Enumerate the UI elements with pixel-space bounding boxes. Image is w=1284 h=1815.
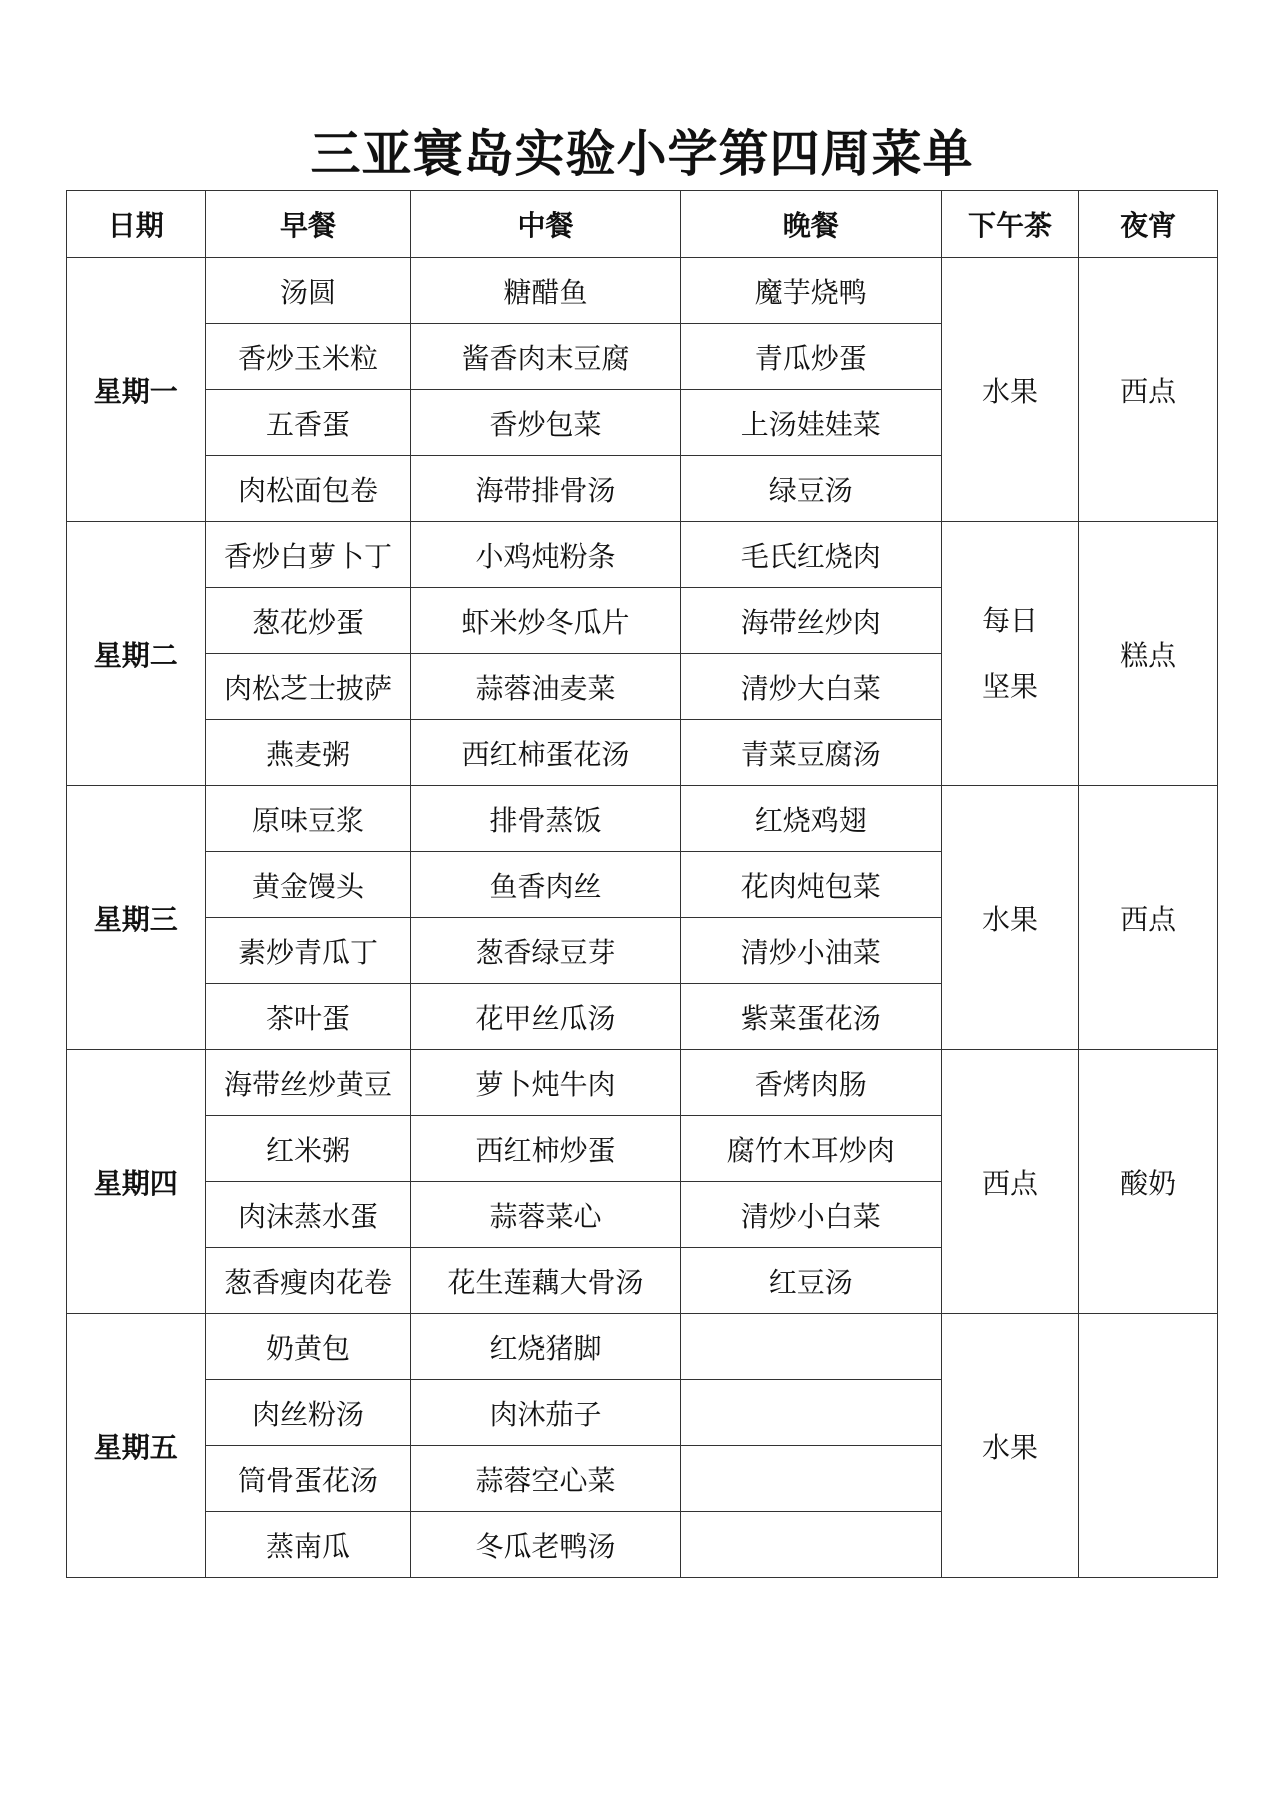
lunch-cell: 蒜蓉菜心 <box>411 1182 680 1248</box>
header-dinner: 晚餐 <box>680 191 941 258</box>
late-snack-cell: 西点 <box>1079 786 1218 1050</box>
breakfast-cell: 筒骨蛋花汤 <box>205 1446 411 1512</box>
lunch-cell: 冬瓜老鸭汤 <box>411 1512 680 1578</box>
dinner-cell: 清炒小油菜 <box>680 918 941 984</box>
table-row <box>67 1050 1218 1116</box>
day-cell: 星期三 <box>67 786 206 1050</box>
breakfast-cell: 原味豆浆 <box>205 786 411 852</box>
day-cell: 星期二 <box>67 522 206 786</box>
lunch-cell: 鱼香肉丝 <box>411 852 680 918</box>
dinner-cell: 青瓜炒蛋 <box>680 324 941 390</box>
lunch-cell: 蒜蓉油麦菜 <box>411 654 680 720</box>
afternoon-tea-cell: 西点 <box>941 1050 1079 1314</box>
breakfast-cell: 五香蛋 <box>205 390 411 456</box>
lunch-cell: 小鸡炖粉条 <box>411 522 680 588</box>
breakfast-cell: 香炒白萝卜丁 <box>205 522 411 588</box>
lunch-cell: 花生莲藕大骨汤 <box>411 1248 680 1314</box>
dinner-cell: 青菜豆腐汤 <box>680 720 941 786</box>
breakfast-cell: 汤圆 <box>205 258 411 324</box>
breakfast-cell: 肉松面包卷 <box>205 456 411 522</box>
lunch-cell: 葱香绿豆芽 <box>411 918 680 984</box>
dinner-cell: 绿豆汤 <box>680 456 941 522</box>
breakfast-cell: 葱花炒蛋 <box>205 588 411 654</box>
day-cell: 星期四 <box>67 1050 206 1314</box>
breakfast-cell: 蒸南瓜 <box>205 1512 411 1578</box>
lunch-cell: 西红柿炒蛋 <box>411 1116 680 1182</box>
dinner-cell: 海带丝炒肉 <box>680 588 941 654</box>
lunch-cell: 西红柿蛋花汤 <box>411 720 680 786</box>
dinner-cell: 香烤肉肠 <box>680 1050 941 1116</box>
lunch-cell: 蒜蓉空心菜 <box>411 1446 680 1512</box>
late-snack-cell: 糕点 <box>1079 522 1218 786</box>
afternoon-tea-cell: 水果 <box>941 786 1079 1050</box>
breakfast-cell: 素炒青瓜丁 <box>205 918 411 984</box>
lunch-cell: 虾米炒冬瓜片 <box>411 588 680 654</box>
dinner-cell <box>680 1512 941 1578</box>
lunch-cell: 花甲丝瓜汤 <box>411 984 680 1050</box>
dinner-cell <box>680 1314 941 1380</box>
table-row <box>67 1314 1218 1380</box>
afternoon-tea-cell: 水果 <box>941 1314 1079 1578</box>
lunch-cell: 酱香肉末豆腐 <box>411 324 680 390</box>
page-title: 三亚寰岛实验小学第四周菜单 <box>310 125 974 183</box>
dinner-cell: 红烧鸡翅 <box>680 786 941 852</box>
breakfast-cell: 黄金馒头 <box>205 852 411 918</box>
header-afternoon-tea: 下午茶 <box>941 191 1079 258</box>
menu-table <box>66 190 1218 1578</box>
breakfast-cell: 燕麦粥 <box>205 720 411 786</box>
late-snack-cell: 酸奶 <box>1079 1050 1218 1314</box>
afternoon-tea-line: 坚果 <box>982 669 1039 703</box>
dinner-cell: 魔芋烧鸭 <box>680 258 941 324</box>
header-date: 日期 <box>67 191 206 258</box>
afternoon-tea-cell <box>941 522 1079 786</box>
breakfast-cell: 茶叶蛋 <box>205 984 411 1050</box>
header-late-snack: 夜宵 <box>1079 191 1218 258</box>
dinner-cell: 上汤娃娃菜 <box>680 390 941 456</box>
lunch-cell: 海带排骨汤 <box>411 456 680 522</box>
lunch-cell: 红烧猪脚 <box>411 1314 680 1380</box>
late-snack-cell <box>1079 1314 1218 1578</box>
afternoon-tea-cell: 水果 <box>941 258 1079 522</box>
breakfast-cell: 肉沫蒸水蛋 <box>205 1182 411 1248</box>
header-lunch: 中餐 <box>411 191 680 258</box>
lunch-cell: 香炒包菜 <box>411 390 680 456</box>
breakfast-cell: 海带丝炒黄豆 <box>205 1050 411 1116</box>
breakfast-cell: 肉松芝士披萨 <box>205 654 411 720</box>
day-cell: 星期一 <box>67 258 206 522</box>
breakfast-cell: 奶黄包 <box>205 1314 411 1380</box>
dinner-cell: 清炒大白菜 <box>680 654 941 720</box>
dinner-cell: 花肉炖包菜 <box>680 852 941 918</box>
dinner-cell: 清炒小白菜 <box>680 1182 941 1248</box>
lunch-cell: 排骨蒸饭 <box>411 786 680 852</box>
breakfast-cell: 肉丝粉汤 <box>205 1380 411 1446</box>
table-row <box>67 258 1218 324</box>
breakfast-cell: 香炒玉米粒 <box>205 324 411 390</box>
breakfast-cell: 葱香瘦肉花卷 <box>205 1248 411 1314</box>
dinner-cell: 紫菜蛋花汤 <box>680 984 941 1050</box>
dinner-cell: 红豆汤 <box>680 1248 941 1314</box>
late-snack-cell: 西点 <box>1079 258 1218 522</box>
lunch-cell: 肉沐茄子 <box>411 1380 680 1446</box>
breakfast-cell: 红米粥 <box>205 1116 411 1182</box>
dinner-cell <box>680 1380 941 1446</box>
header-breakfast: 早餐 <box>205 191 411 258</box>
table-row <box>67 522 1218 588</box>
header-row <box>67 191 1218 258</box>
afternoon-tea-line: 每日 <box>982 603 1039 637</box>
lunch-cell: 糖醋鱼 <box>411 258 680 324</box>
table-row <box>67 786 1218 852</box>
dinner-cell: 毛氏红烧肉 <box>680 522 941 588</box>
lunch-cell: 萝卜炖牛肉 <box>411 1050 680 1116</box>
dinner-cell: 腐竹木耳炒肉 <box>680 1116 941 1182</box>
dinner-cell <box>680 1446 941 1512</box>
day-cell: 星期五 <box>67 1314 206 1578</box>
